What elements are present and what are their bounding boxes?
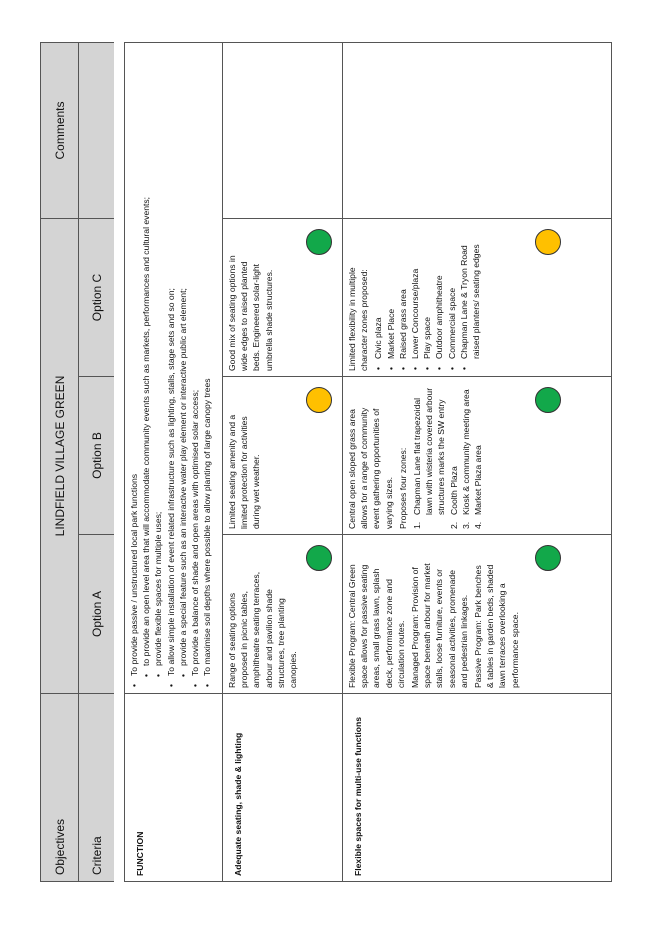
flexible-option-b-intro: Central open sloped grass area allows for a range of community event gathering opportunities of varying sizes.: [347, 407, 394, 529]
flexible-option-b-zones-label: Proposes four zones:: [397, 447, 408, 529]
flexible-option-b: [342, 377, 612, 535]
zone-item: • Chapman Lane & Tryon Road raised planters/ seating edges: [458, 244, 482, 359]
zone-item: • Outdoor amphitheatre: [433, 244, 445, 359]
seating-option-a-text: Range of seating options proposed in picnic tables, amphitheatre seating terraces, arbour and pavilion shade structures, tree planting canopies.: [227, 571, 299, 688]
flexible-option-c: [342, 219, 612, 377]
zone-item: • Play space: [421, 244, 433, 359]
option-c-zone-list: [372, 244, 482, 371]
status-indicator-green: [306, 545, 332, 571]
evaluation-table: [40, 42, 620, 882]
option-c-header: Option C: [78, 219, 114, 377]
flexible-option-c-intro: Limited flexibility in multiple character zones proposed:: [347, 267, 370, 371]
flexible-option-a-para: Managed Program: Provision of space beneath arbour for market stalls, loose furniture, events or seasonal activities, promenade and pedestrian linkages.: [410, 563, 469, 688]
flexible-option-a: [342, 535, 612, 694]
seating-option-c-text: Good mix of seating options in wide edges to raised planted beds. Engineered solar-light umbrella shade structures.: [227, 255, 274, 371]
seating-option-b-text: Limited seating amenity and a limited protection for activities during wet weather.: [227, 414, 262, 529]
flexible-option-a-para: Flexible Program: Central Green space allows for passive seating areas, small grass lawn, splash deck, performance zone and circulation routes.: [347, 564, 406, 688]
seating-criteria: Adequate seating, shade & lighting: [222, 694, 342, 882]
zone-item: 1. Chapman Lane flat trapezoidal lawn with wisteria covered arbour structures marks the SW entry: [412, 387, 447, 529]
zone-item: • Market Place: [385, 244, 397, 359]
zone-item: • Raised grass area: [397, 244, 409, 359]
zone-item: • Lower Concourse/plaza: [409, 244, 421, 359]
function-item: • To provide passive / unstructured local park functions: [128, 48, 140, 676]
option-b-header: Option B: [78, 377, 114, 535]
status-indicator-green: [306, 229, 332, 255]
flexible-row: [342, 42, 612, 882]
option-a-header: Option A: [78, 535, 114, 694]
status-indicator-amber: [306, 387, 332, 413]
header-row-2: [78, 42, 114, 882]
function-sub-item: • to provide an open level area that will accommodate community events such as markets, performances and cultural events;: [140, 48, 152, 666]
zone-item: 3. Kiosk & community meeting area: [460, 389, 471, 529]
page-title: LINDFIELD VILLAGE GREEN: [40, 219, 78, 694]
seating-option-a: [222, 535, 342, 694]
comments-header: Comments: [40, 42, 78, 219]
flexible-comments: [342, 42, 612, 219]
zone-item: 2. Coolth Plaza: [448, 466, 459, 529]
zone-item: • Civic plaza: [372, 244, 384, 359]
status-indicator-green: [535, 387, 561, 413]
function-row: [124, 42, 222, 882]
function-item: • To allow simple installation of event related infrastructure such as lighting, stalls, stage sets and so on;: [165, 48, 177, 676]
objectives-header: Objectives: [40, 694, 78, 882]
seating-row: [222, 42, 342, 882]
function-sub-item: • provide a special feature such as an interactive water play element or interactive public art element;: [177, 48, 189, 666]
header-row-1: [40, 42, 78, 882]
function-sub-item: • provide flexible spaces for multiple uses;: [152, 48, 164, 666]
function-item: • To maximise soil depths where possible to allow planting of large canopy trees: [201, 48, 213, 676]
function-description: [124, 42, 222, 694]
function-criteria: FUNCTION: [124, 694, 222, 882]
zone-item: 4. Market Plaza area: [473, 445, 484, 529]
seating-option-b: [222, 377, 342, 535]
status-indicator-green: [535, 545, 561, 571]
comments-subheader: [78, 42, 114, 219]
function-item: • To provide a balance of shade and open areas with optimised solar access;: [189, 48, 201, 676]
seating-comments: [222, 42, 342, 219]
criteria-header: Criteria: [78, 694, 114, 882]
flexible-option-a-para: Passive Program: Park benches & tables in garden beds, shaded lawn terraces overlooking a performance space.: [473, 564, 520, 688]
seating-option-c: [222, 219, 342, 377]
zone-item: • Commercial space: [446, 244, 458, 359]
status-indicator-amber: [535, 229, 561, 255]
flexible-criteria: Flexible spaces for multi-use functions: [342, 694, 612, 882]
